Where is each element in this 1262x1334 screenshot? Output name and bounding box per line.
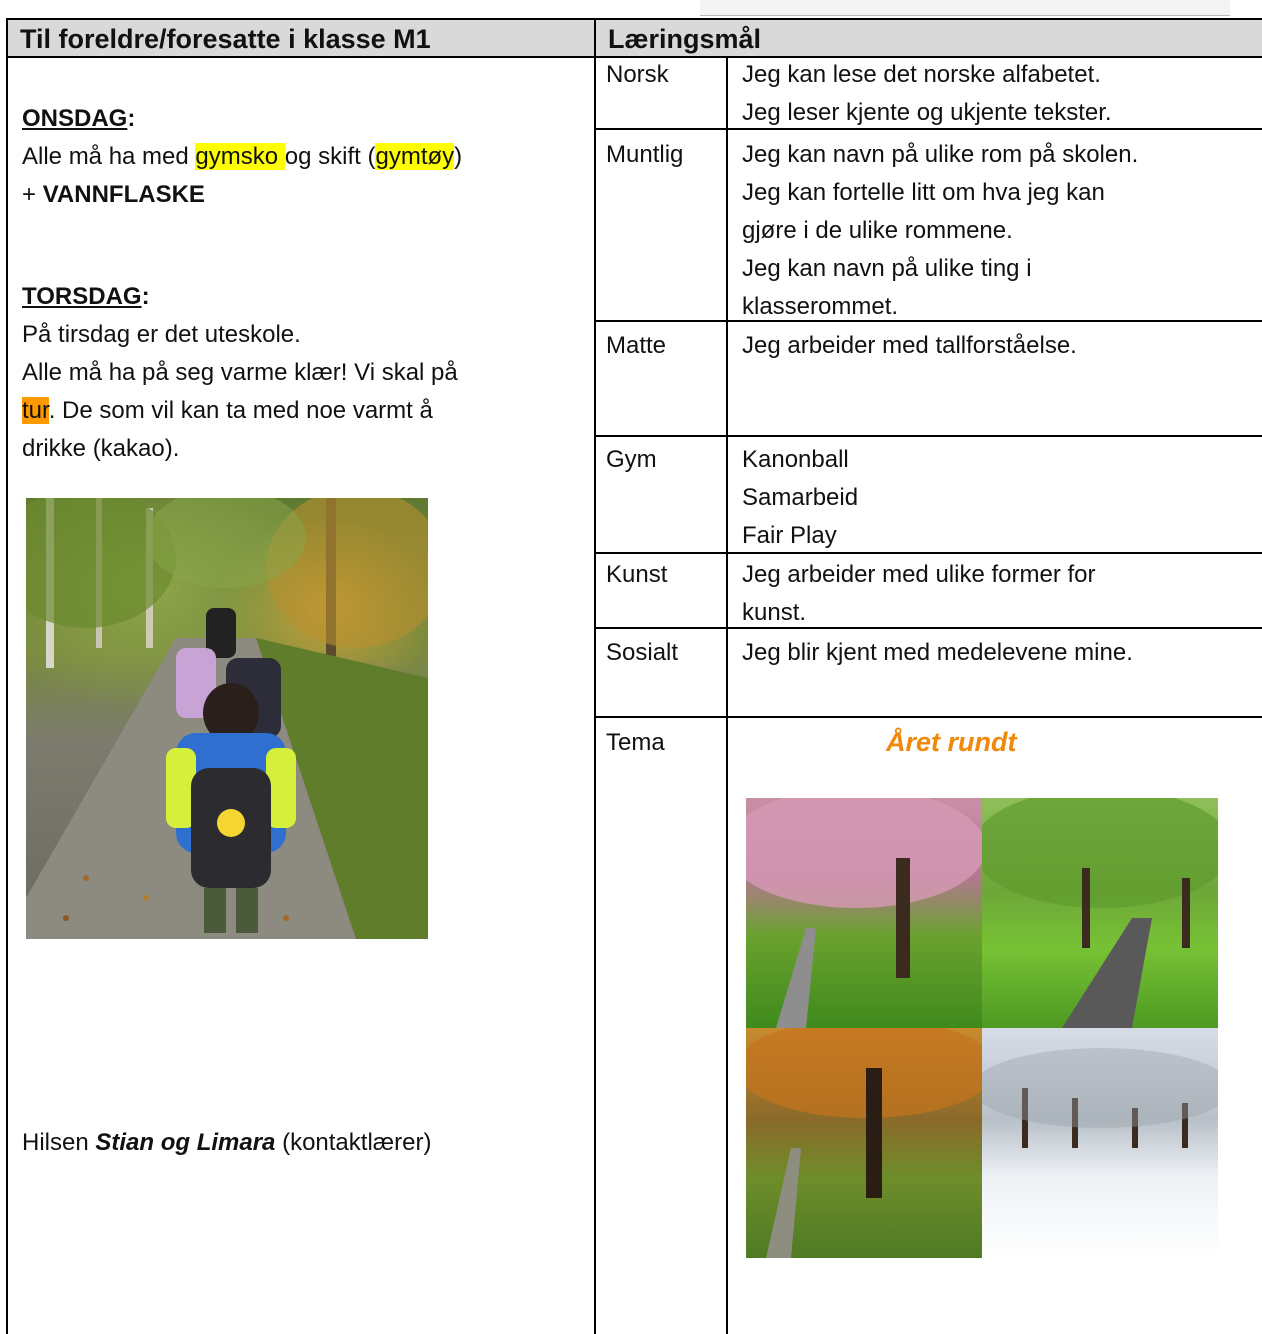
goals-matte: Jeg arbeider med tallforståelse. <box>742 332 1077 359</box>
wednesday-heading: ONSDAG: <box>22 105 136 132</box>
ruler-strip <box>700 0 1230 16</box>
thursday-heading: TORSDAG: <box>22 283 150 310</box>
goals-sosialt: Jeg blir kjent med medelevene mine. <box>742 639 1133 666</box>
greeting: Hilsen Stian og Limara (kontaktlærer) <box>22 1129 432 1156</box>
subject-kunst: Kunst <box>606 561 668 588</box>
right-header: Læringsmål <box>594 18 1262 58</box>
row-line <box>594 716 1262 718</box>
subject-matte: Matte <box>606 332 667 359</box>
left-border <box>6 56 8 1334</box>
wednesday-block <box>22 100 592 214</box>
subject-norsk: Norsk <box>606 61 669 88</box>
subject-muntlig: Muntlig <box>606 141 684 168</box>
seasons-collage <box>746 798 1218 1258</box>
subject-gym: Gym <box>606 446 657 473</box>
tema-title: Året rundt <box>886 727 1017 757</box>
goals-muntlig: Jeg kan navn på ulike rom på skolen. Jeg kan fortelle litt om hva jeg kan gjøre i de ulike rommene. Jeg kan navn på ulike ting i klasserommet. <box>742 141 1139 320</box>
thursday-block <box>22 278 592 468</box>
thursday-line-2: Alle må ha på seg varme klær! Vi skal på <box>22 359 458 386</box>
summer-photo <box>982 798 1218 1028</box>
goals-kunst: Jeg arbeider med ulike former for kunst. <box>742 561 1096 626</box>
wednesday-line-1: Alle må ha med gymsko og skift (gymtøy) <box>22 143 463 170</box>
thursday-line-3: tur. De som vil kan ta med noe varmt å <box>22 397 433 424</box>
subject-divider <box>726 56 728 1334</box>
winter-photo <box>982 1028 1218 1258</box>
spring-photo <box>746 798 982 1028</box>
school-trip-photo <box>26 498 428 939</box>
subject-tema: Tema <box>606 729 665 756</box>
goals-gym: Kanonball Samarbeid Fair Play <box>742 446 859 549</box>
left-header: Til foreldre/foresatte i klasse M1 <box>6 18 596 58</box>
column-divider <box>594 56 596 1334</box>
goals-norsk: Jeg kan lese det norske alfabetet. Jeg leser kjente og ukjente tekster. <box>742 61 1112 126</box>
row-line <box>594 435 1262 437</box>
subject-sosialt: Sosialt <box>606 639 679 666</box>
thursday-line-1: På tirsdag er det uteskole. <box>22 321 301 348</box>
autumn-photo <box>746 1028 982 1258</box>
thursday-line-4: drikke (kakao). <box>22 435 180 462</box>
wednesday-line-2: + VANNFLASKE <box>22 181 205 208</box>
photo-illustration <box>26 498 428 939</box>
